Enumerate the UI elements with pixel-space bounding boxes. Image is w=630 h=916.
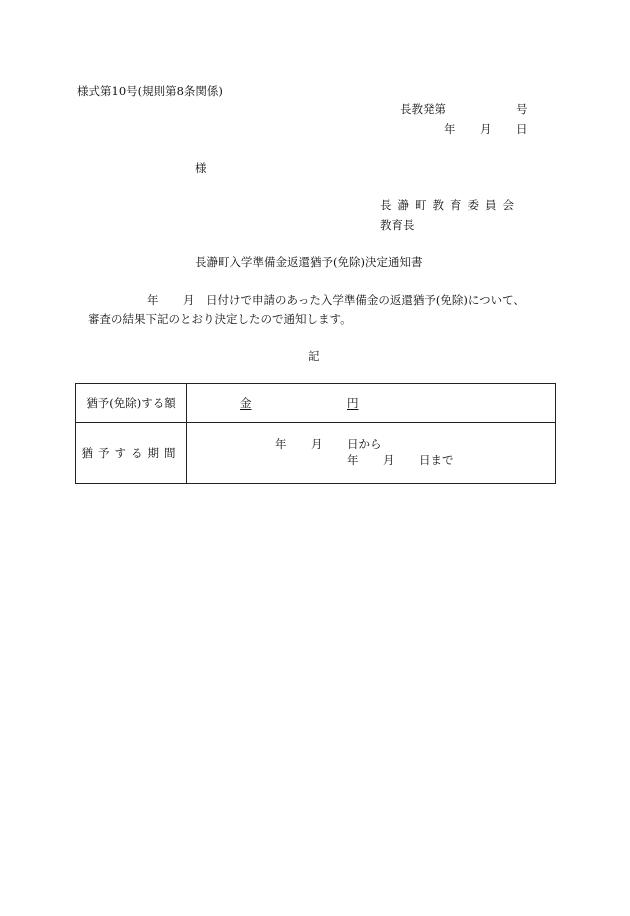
document-title: 長瀞町入学準備金返還猶予(免除)決定通知書 bbox=[195, 255, 423, 269]
amount-value bbox=[187, 384, 556, 423]
form-number: 様式第10号(規則第8条関係) bbox=[77, 84, 223, 98]
date-day: 日 bbox=[516, 122, 528, 136]
period-label: 猶予する期間 bbox=[76, 423, 187, 484]
body-line2: 審査の結果下記のとおり決定したので通知します。 bbox=[88, 312, 352, 326]
to-month: 月 bbox=[383, 453, 395, 467]
body-line1: 日付けで申請のあった入学準備金の返還猶予(免除)について、 bbox=[206, 293, 525, 307]
date-year: 年 bbox=[444, 122, 456, 136]
to-day: 日まで bbox=[419, 453, 454, 467]
issuer-title: 教育長 bbox=[380, 218, 415, 232]
amount-kin: 金 bbox=[240, 396, 252, 410]
amount-blank bbox=[253, 398, 347, 410]
from-month: 月 bbox=[311, 437, 323, 451]
amount-yen: 円 bbox=[347, 396, 359, 410]
ki-heading: 記 bbox=[308, 349, 320, 363]
addressee-honorific: 様 bbox=[195, 161, 207, 175]
date-month: 月 bbox=[480, 122, 492, 136]
body-month: 月 bbox=[183, 293, 195, 307]
to-year: 年 bbox=[347, 453, 359, 467]
from-year: 年 bbox=[275, 437, 287, 451]
table-row bbox=[76, 423, 556, 484]
amount-label: 猶予(免除)する額 bbox=[76, 384, 187, 423]
from-day: 日から bbox=[347, 437, 382, 451]
issuer-org: 長瀞町教育委員会 bbox=[380, 198, 520, 212]
details-table bbox=[75, 383, 556, 484]
table-row bbox=[76, 384, 556, 423]
ref-suffix: 号 bbox=[516, 102, 528, 116]
period-value bbox=[187, 423, 556, 484]
body-year: 年 bbox=[147, 293, 159, 307]
ref-prefix: 長教発第 bbox=[400, 102, 446, 116]
